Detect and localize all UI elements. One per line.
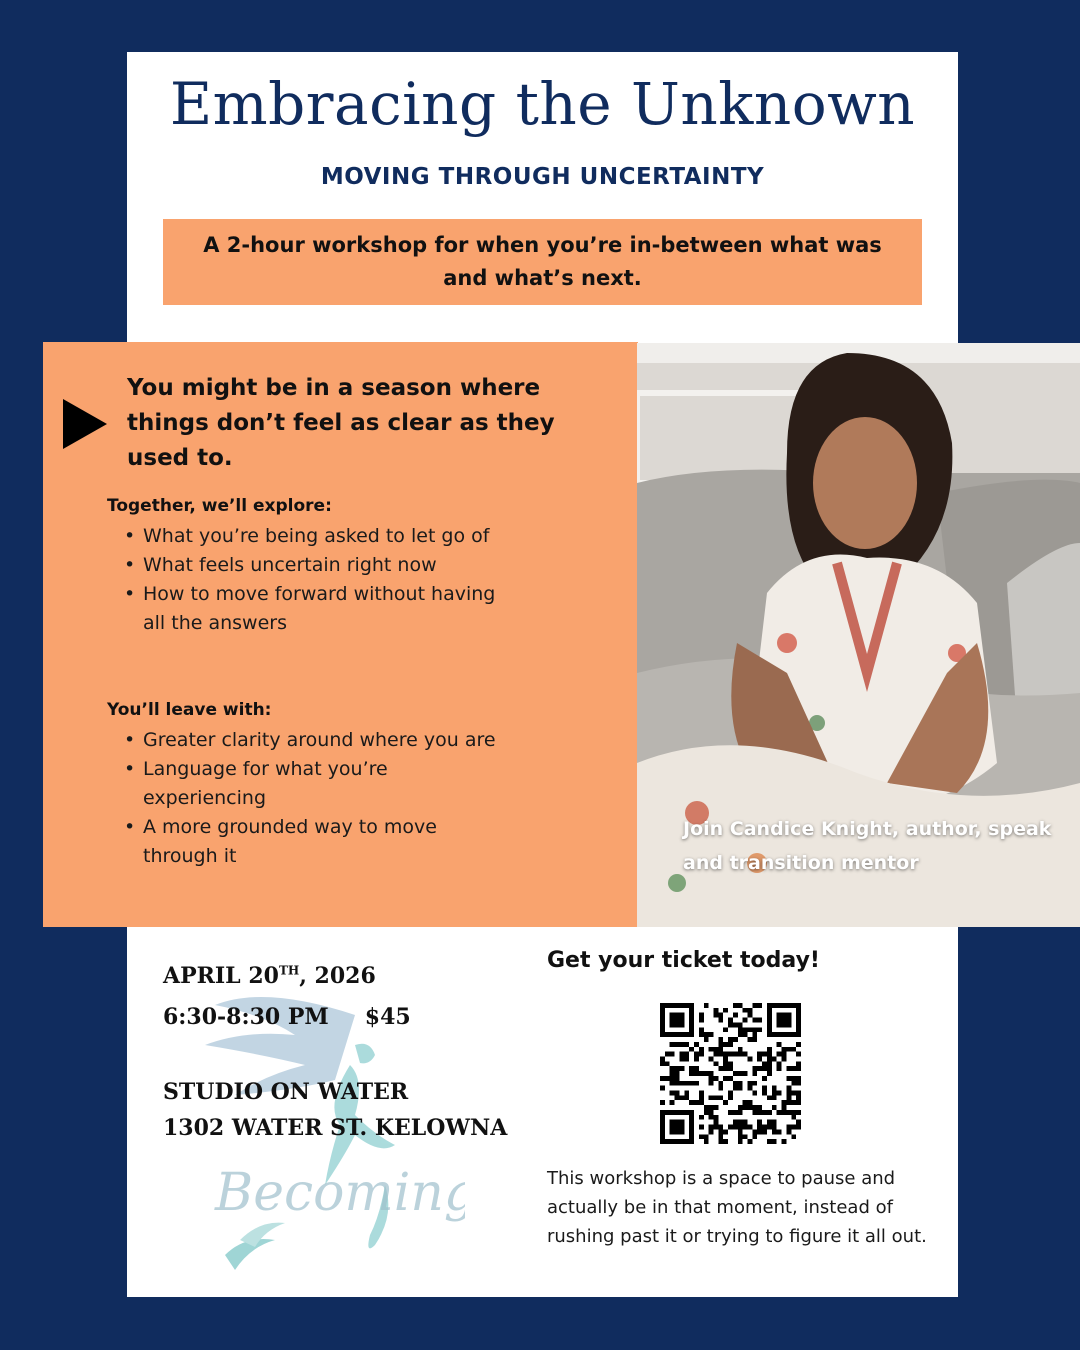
leave-list [107,726,507,871]
explore-list [107,522,507,638]
list-item: • What feels uncertain right now [107,551,507,580]
event-price: $45 [364,1004,411,1030]
date-main: APRIL 20 [163,963,279,989]
photo-caption: Join Candice Knight, author, speak and transition mentor [683,818,1052,874]
list-item: • Greater clarity around where you are [107,726,507,755]
event-time: 6:30-8:30 PM [163,1004,329,1030]
explore-heading: Together, we’ll explore: [107,496,332,516]
list-item: • Language for what you’re experiencing [107,755,507,813]
event-time-price [163,1004,411,1030]
list-item: • What you’re being asked to let go of [107,522,507,551]
tagline-banner [163,219,922,305]
play-arrow-icon [63,399,107,449]
logo-wordmark: Becoming [215,1163,465,1223]
list-item: • How to move forward without having all the answers [107,580,507,638]
ticket-cta: Get your ticket today! [547,948,820,973]
page-title: Embracing the Unknown [169,70,916,138]
event-venue: STUDIO ON WATER [163,1079,409,1105]
date-year: , 2026 [299,963,376,989]
list-item: • A more grounded way to move through it [107,813,507,871]
event-date [163,963,376,989]
page-subtitle: MOVING THROUGH UNCERTAINTY [320,164,765,190]
intro-lead: You might be in a season where things don’t feel as clear as they used to. [127,375,555,471]
event-address: 1302 WATER ST. KELOWNA [163,1115,508,1141]
workshop-description: This workshop is a space to pause and actually be in that moment, instead of rushing past it or trying to figure it all out. [547,1168,927,1247]
date-suffix: TH [278,963,300,978]
tagline-text: A 2-hour workshop for when you’re in-between what was and what’s next. [203,233,882,290]
qr-code-icon[interactable] [660,1003,801,1144]
leave-heading: You’ll leave with: [107,700,272,720]
